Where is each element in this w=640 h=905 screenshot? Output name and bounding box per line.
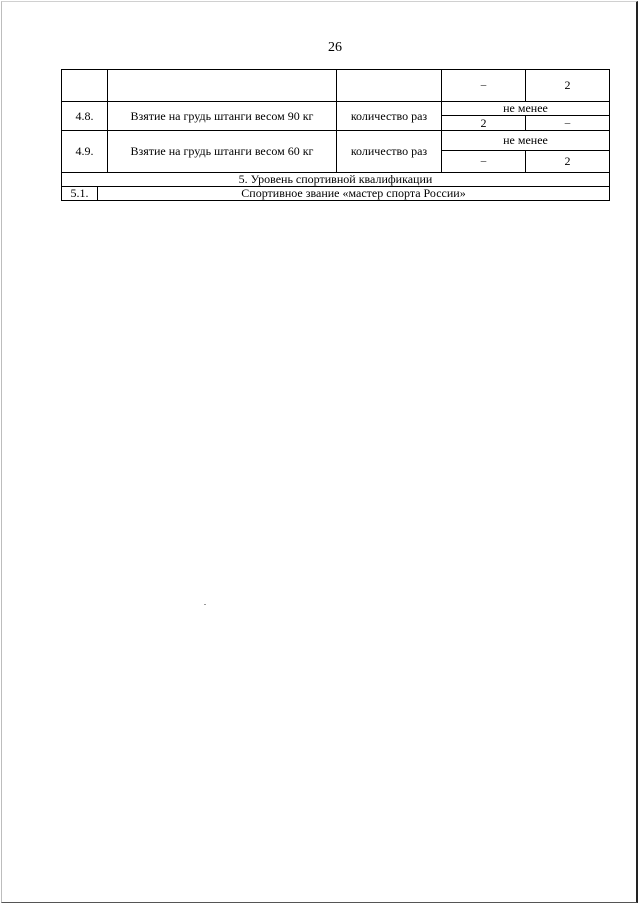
- cell-value-1: 2: [442, 116, 526, 131]
- page-number: 26: [328, 40, 342, 55]
- cell-exercise-empty: [108, 70, 337, 102]
- standards-table: [61, 69, 610, 201]
- exercise-name: Взятие на грудь штанги весом 90 кг: [108, 102, 337, 131]
- cell-value-1: –: [442, 70, 526, 102]
- section-header-row: [62, 173, 610, 187]
- cell-num-empty: [62, 70, 108, 102]
- section-item-number: 5.1.: [62, 187, 98, 201]
- norm-label: не менее: [442, 102, 610, 116]
- norm-label: не менее: [442, 131, 610, 151]
- section-item-text: Спортивное звание «мастер спорта России»: [98, 187, 610, 201]
- unit-label: количество раз: [337, 131, 442, 173]
- scan-speck: [204, 604, 206, 605]
- cell-value-2: 2: [526, 70, 610, 102]
- row-number: 4.9.: [62, 131, 108, 173]
- unit-label: количество раз: [337, 102, 442, 131]
- row-number: 4.8.: [62, 102, 108, 131]
- table-row-4-8: [62, 102, 610, 116]
- cell-value-1: –: [442, 151, 526, 173]
- section-item-row: [62, 187, 610, 201]
- cell-value-2: 2: [526, 151, 610, 173]
- table-row-continued: [62, 70, 610, 102]
- section-title: 5. Уровень спортивной квалификации: [62, 173, 610, 187]
- table-row-4-9: [62, 131, 610, 151]
- cell-unit-empty: [337, 70, 442, 102]
- cell-value-2: –: [526, 116, 610, 131]
- exercise-name: Взятие на грудь штанги весом 60 кг: [108, 131, 337, 173]
